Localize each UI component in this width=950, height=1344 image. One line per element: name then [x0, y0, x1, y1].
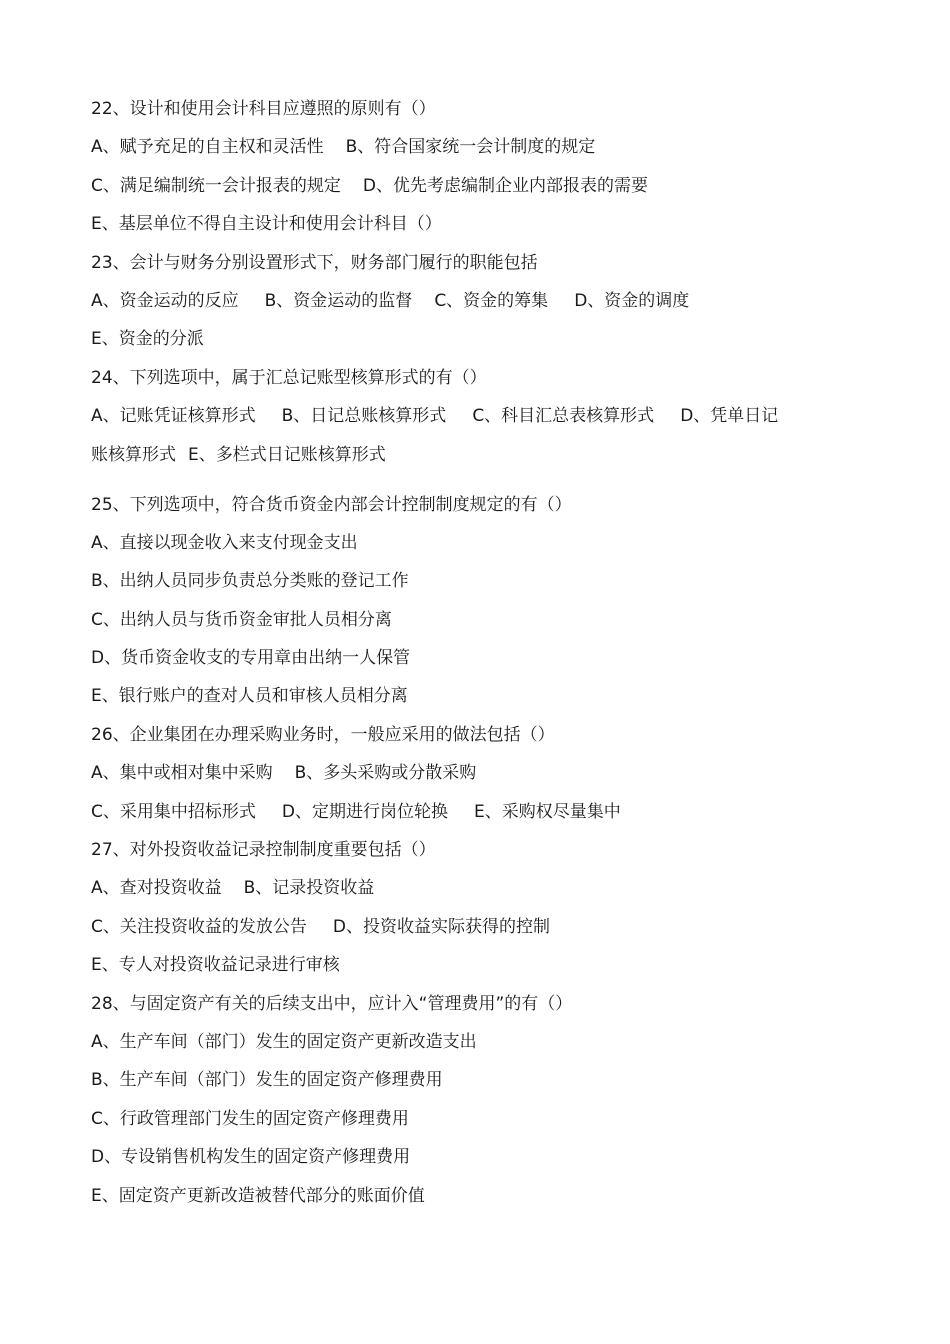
option-d-cont: 账核算形式: [91, 444, 176, 465]
options-27-ab: [91, 877, 870, 899]
option-e: E、多栏式日记账核算形式: [188, 444, 386, 465]
question-22: 22、设计和使用会计科目应遵照的原则有（）: [91, 99, 436, 119]
option-25-e: E、银行账户的查对人员和审核人员相分离: [91, 686, 408, 707]
option-25-c: C、出纳人员与货币资金审批人员相分离: [91, 609, 392, 630]
option-a: A、资金运动的反应: [91, 290, 239, 311]
option-a: A、记账凭证核算形式: [91, 406, 256, 427]
options-23-e: E、资金的分派: [91, 329, 204, 350]
question-23: 23、会计与财务分别设置形式下，财务部门履行的职能包括: [91, 252, 538, 273]
option-c: C、采用集中招标形式: [91, 801, 256, 822]
option-d: D、凭单日记: [680, 406, 779, 427]
option-a: A、查对投资收益: [91, 878, 222, 899]
options-26-ab: [91, 762, 870, 784]
option-e: E、采购权尽量集中: [473, 801, 621, 822]
option-c: C、满足编制统一会计报表的规定: [91, 175, 341, 196]
options-22-cd: [91, 175, 870, 197]
option-28-d: D、专设销售机构发生的固定资产修理费用: [91, 1147, 411, 1168]
options-26-cde: [91, 801, 870, 823]
option-28-b: B、生产车间（部门）发生的固定资产修理费用: [91, 1070, 443, 1091]
option-b: B、资金运动的监督: [264, 290, 413, 311]
option-b: B、日记总账核算形式: [281, 406, 447, 427]
options-23-abcd: [91, 290, 870, 312]
option-25-b: B、出纳人员同步负责总分类账的登记工作: [91, 571, 409, 592]
option-27-e: E、专人对投资收益记录进行审核: [91, 955, 340, 976]
option-28-c: C、行政管理部门发生的固定资产修理费用: [91, 1108, 409, 1129]
option-c: C、关注投资收益的发放公告: [91, 916, 307, 937]
options-27-cd: [91, 916, 870, 938]
option-a: A、集中或相对集中采购: [91, 763, 273, 784]
option-d: D、优先考虑编制企业内部报表的需要: [362, 175, 648, 196]
options-24-abcd: [91, 405, 870, 427]
option-a: A、赋予充足的自主权和灵活性: [91, 137, 324, 158]
question-24: 24、下列选项中，属于汇总记账型核算形式的有（）: [91, 367, 487, 388]
option-28-e: E、固定资产更新改造被替代部分的账面价值: [91, 1185, 425, 1206]
option-25-a: A、直接以现金收入来支付现金支出: [91, 532, 358, 553]
option-c: C、科目汇总表核算形式: [472, 406, 655, 427]
question-28: 28、与固定资产有关的后续支出中，应计入“管理费用”的有（）: [91, 993, 573, 1014]
option-b: B、符合国家统一会计制度的规定: [345, 137, 596, 158]
options-24-cont: [91, 444, 870, 466]
question-25: 25、下列选项中，符合货币资金内部会计控制制度规定的有（）: [91, 494, 572, 515]
option-d: D、投资收益实际获得的控制: [332, 916, 550, 937]
option-28-a: A、生产车间（部门）发生的固定资产更新改造支出: [91, 1031, 477, 1052]
option-d: D、资金的调度: [574, 290, 690, 311]
option-b: B、记录投资收益: [243, 878, 375, 899]
question-27: 27、对外投资收益记录控制制度重要包括（）: [91, 840, 436, 861]
question-26: 26、企业集团在办理采购业务时，一般应采用的做法包括（）: [91, 724, 555, 745]
options-22-ab: [91, 136, 870, 158]
option-b: B、多头采购或分散采购: [294, 763, 477, 784]
option-25-d: D、货币资金收支的专用章由出纳一人保管: [91, 648, 411, 669]
options-22-e: E、基层单位不得自主设计和使用会计科目（）: [91, 214, 442, 235]
option-c: C、资金的筹集: [434, 290, 549, 311]
option-d: D、定期进行岗位轮换: [281, 801, 448, 822]
